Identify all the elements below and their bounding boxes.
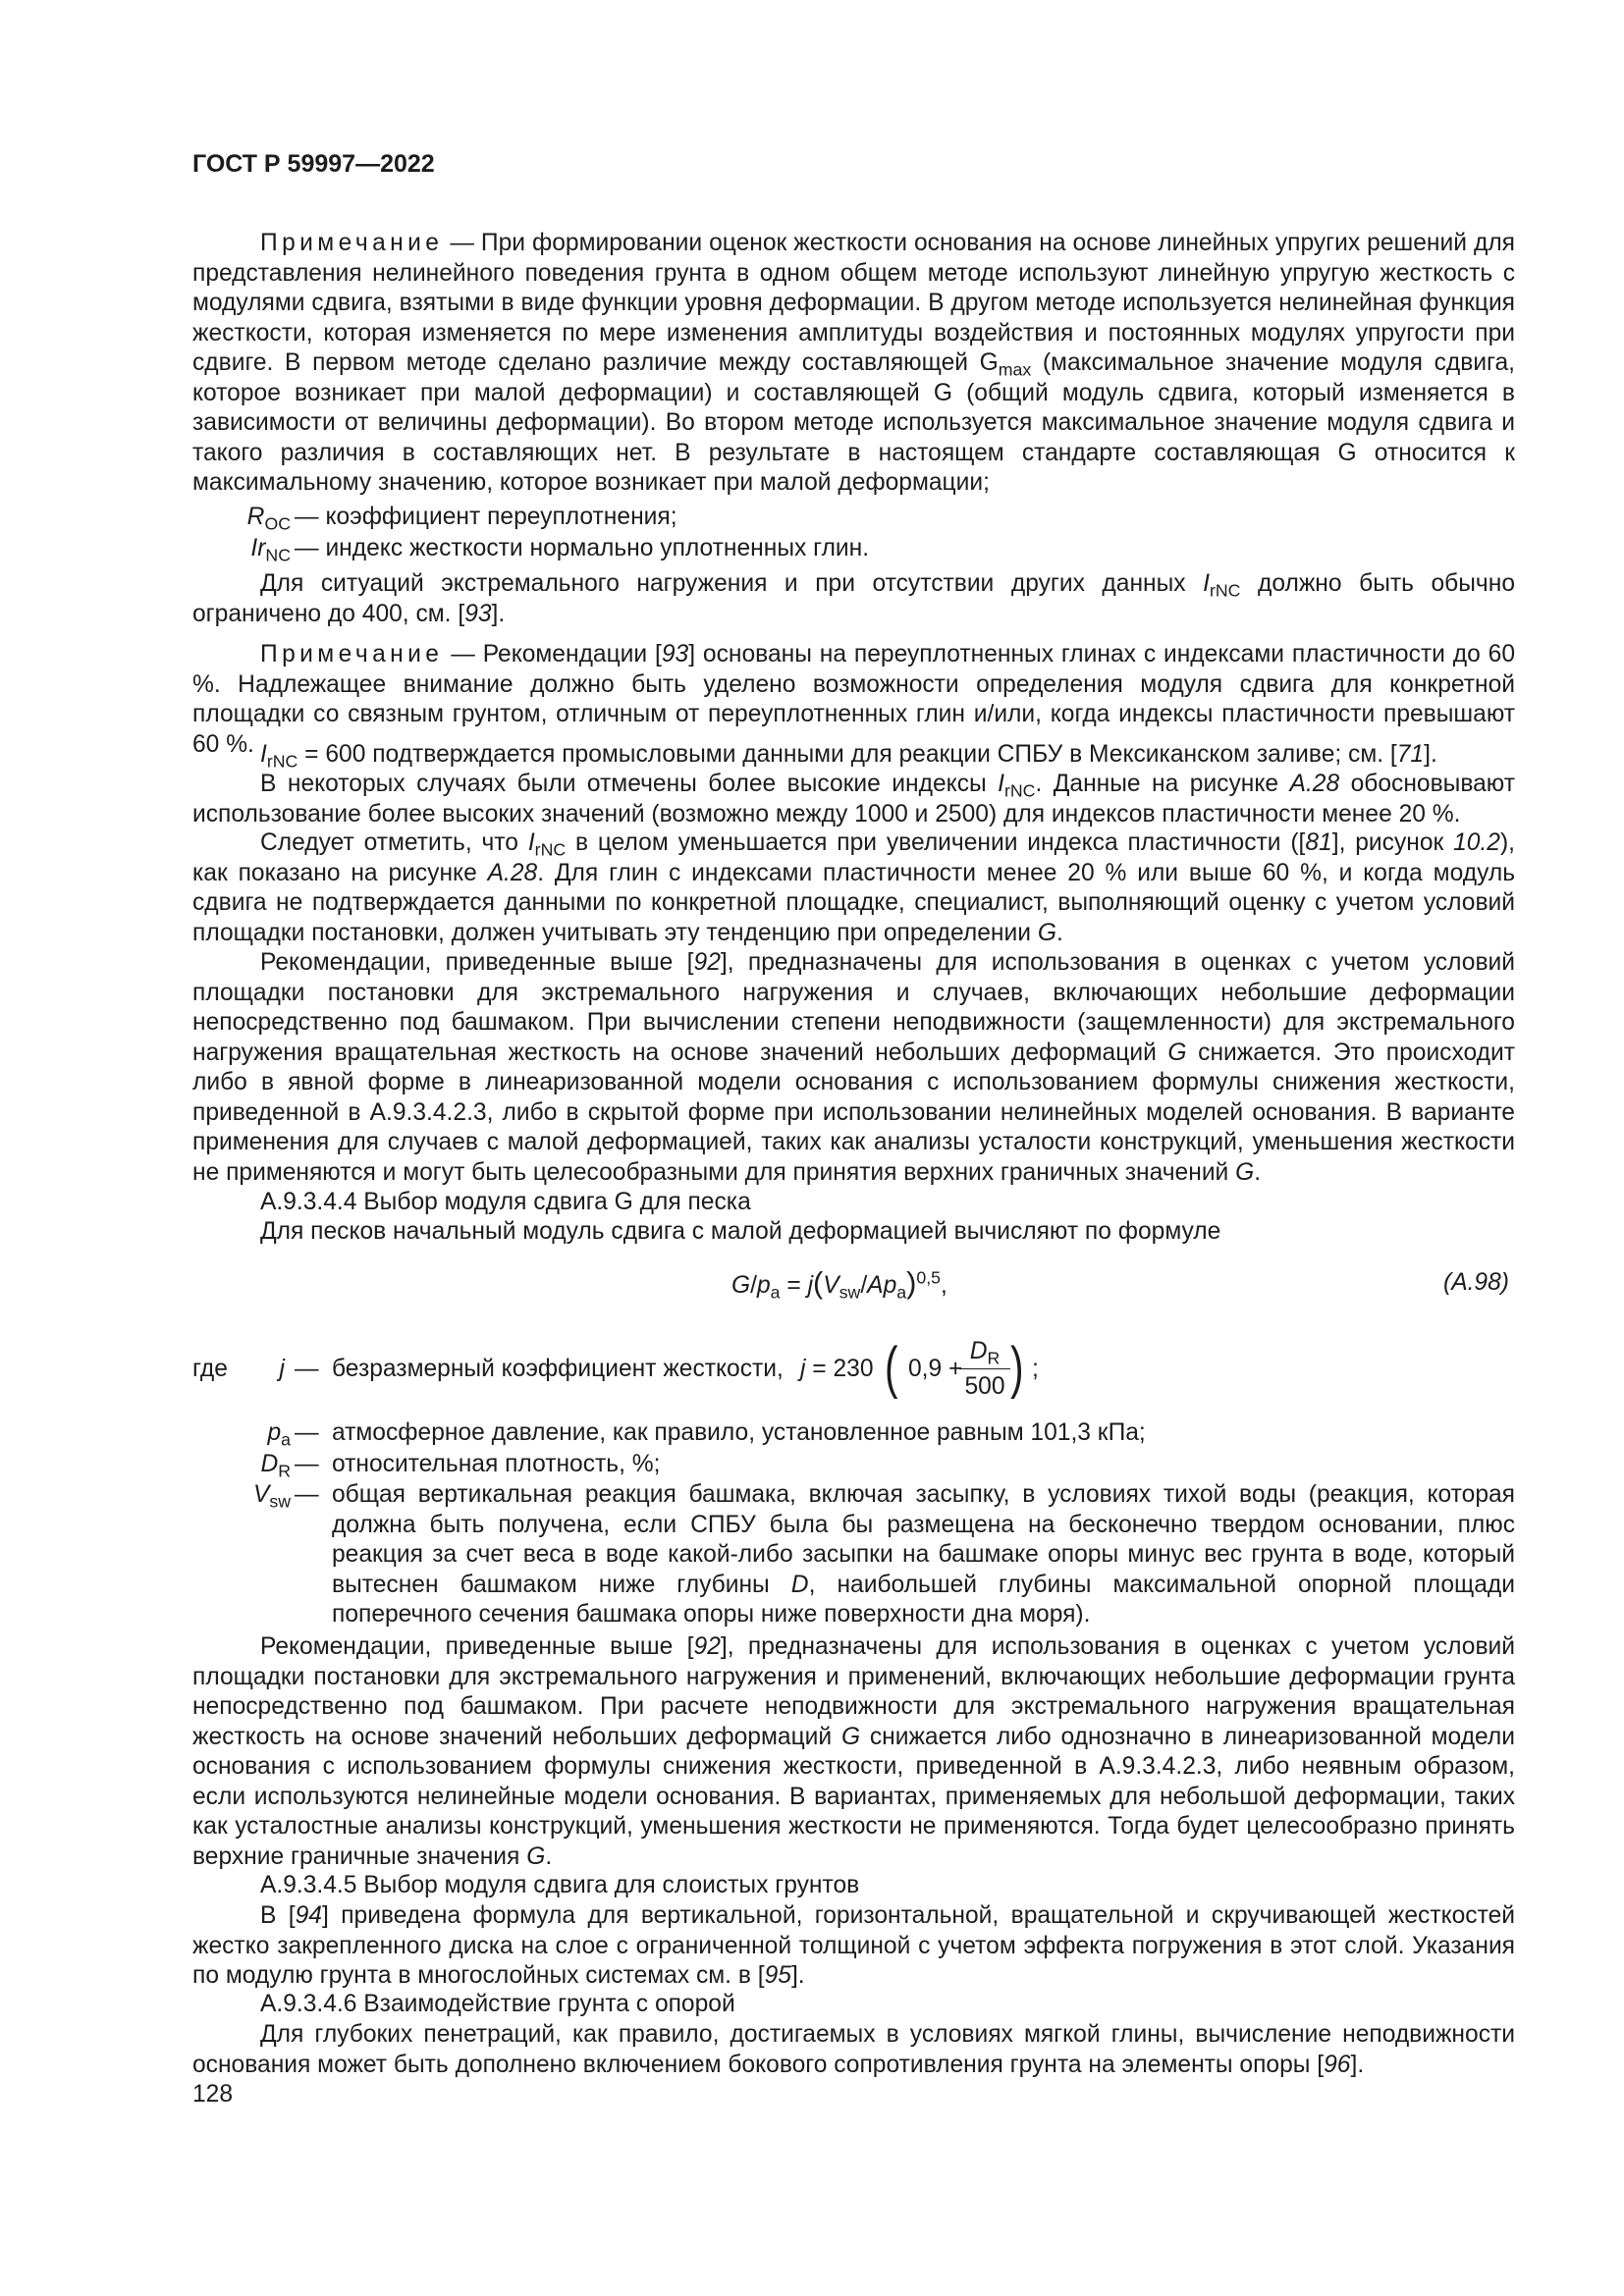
paragraph-layered-soils: В [94] приведена формула для вертикальной, горизонтальной, вращательной и скручивающей жесткостей жестко закрепленного диска на слое с ограниченной толщиной с учетом эффекта погружения в этот слой. Указания по модулю грунта в многослойных системах см. в [95]. [192,1902,1515,1989]
formula-a98: $G/p_a = j(V_{sw}/Ap_a)^{0,5}$, [731,1265,947,1303]
paragraph-deep-penetration: Для глубоких пенетраций, как правило, достигаемых в условиях мягкой глины, вычисление неподвижности основания может быть дополнено включением бокового сопротивления грунта на элементы опоры [96]. [192,2021,1515,2078]
paragraph-recommendations-1: Рекомендации, приведенные выше [92], предназначены для использования в оценках с учетом условий площадки постановки для экстремального нагружения и случаев, включающих небольшие деформации непосредственно под башмаком. При вычислении степени неподвижности (защемленности) для экстремального нагружения вращательная жесткость на основе значений небольших деформаций G снижается. Это происходит либо в явной форме в линеаризованной модели основания с использованием формулы снижения жесткости, приведенной в А.9.3.4.2.3, либо в скрытой форме при использовании нелинейных моделей основания. В варианте применения для случаев с малой деформацией, таких как анализы усталости конструкций, уменьшения жесткости не применяются и могут быть целесообразными для принятия верхних граничных значений G. [192,949,1515,1186]
paragraph-extreme-load: Для ситуаций экстремального нагружения и при отсутствии других данных $I_{rNC}$ должно быть обычно ограничено до 400, см. [93]. [192,570,1516,627]
reference-link[interactable]: 92 [693,949,721,976]
reference-link[interactable]: 71 [1396,741,1425,768]
paragraph-higher-indexes: В некоторых случаях были отмечены более высокие индексы $I_{rNC}$. Данные на рисунке A.28 обосновывают использование более высоких значений (возможно между 1000 и 2500) для индексов пластичности менее 20 %. [192,771,1515,828]
figure-link[interactable]: A.28 [1289,771,1340,797]
note-label: Примечание [260,641,444,667]
reference-link[interactable]: 96 [1324,2051,1351,2078]
note-paragraph-1: Примечание — При формировании оценок жесткости основания на основе линейных упругих решений для представления нелинейного поведения грунта в одном общем методе используют линейную упругую жесткость с модулями сдвига, взятыми в виде функции уровня деформации. В другом методе используется нелинейная функция жесткости, которая изменяется по мере изменения амплитуды воздействия и постоянных модулях упругости при сдвиге. В первом методе сделано различие между составляющей $G_{max}$ (максимальное значение модуля сдвига, которое возникает при малой деформации) и составляющей G (общий модуль сдвига, который изменяется в зависимости от величины деформации). Во втором методе используется максимальное значение модуля сдвига и такого различия в составляющих нет. В результате в настоящем стандарте составляющая G относится к максимальному значению, которое возникает при малой деформации; [192,230,1515,496]
note-paragraph-2: Примечание — Рекомендации [93] основаны на переуплотненных глинах с индексами пластичности до 60 %. Надлежащее внимание должно быть уделено возможности определения модуля сдвига для конкретной площадки со связным грунтом, отличным от переуплотненных глин и/или, когда индексы пластичности превышают 60 %. [192,641,1515,758]
section-heading-a9345: А.9.3.4.5 Выбор модуля сдвига для слоистых грунтов [260,1872,860,1898]
section-heading-a9346: А.9.3.4.6 Взаимодействие грунта с опорой [260,1991,735,2017]
paragraph-formula-intro: Для песков начальный модуль сдвига с малой деформацией вычисляют по формуле [260,1218,1221,1245]
figure-link[interactable]: 10.2 [1453,829,1500,856]
reference-link[interactable]: 93 [661,641,689,667]
figure-link[interactable]: A.28 [487,859,538,886]
reference-link[interactable]: 93 [464,600,492,627]
equation-number: (А.98) [1443,1269,1509,1296]
paragraph-600: $I_{rNC} = 600$ подтверждается промысловыми данными для реакции СПБУ в Мексиканском заливе; см. [71]. [260,741,1437,772]
section-heading-a9344: А.9.3.4.4 Выбор модуля сдвига G для песка [260,1189,751,1215]
page-number: 128 [192,2081,234,2108]
paragraph-recommendations-2: Рекомендации, приведенные выше [92], предназначены для использования в оценках с учетом условий площадки постановки для экстремального нагружения и применений, включающих небольшие деформации грунта непосредственно под башмаком. При расчете неподвижности для экстремального нагружения вращательная жесткость на основе значений небольших деформаций G снижается либо однозначно в линеаризованной модели основания с использованием формулы снижения жесткости, приведенной в А.9.3.4.2.3, либо неявным образом, если используются нелинейные модели основания. В вариантах, применяемых для небольшой деформации, таких как усталостные анализы конструкций, уменьшения жесткости не применяются. Тогда будет целесообразно принять верхние граничные значения G. [192,1633,1515,1870]
reference-link[interactable]: 92 [693,1633,721,1660]
reference-link[interactable]: 94 [295,1902,322,1929]
reference-link[interactable]: 81 [1305,829,1332,856]
reference-link[interactable]: 95 [764,1962,791,1989]
where-label: где [192,1356,228,1382]
document-header: ГОСТ Р 59997—2022 [192,150,435,178]
paragraph-decrease: Следует отметить, что $I_{rNC}$ в целом уменьшается при увеличении индекса пластичности ([81], рисунок 10.2), как показано на рисунке A.28. Для глин с индексами пластичности менее 20 % или выше 60 %, и когда модуль сдвига не подтверждается данными по конкретной площадке, специалист, выполняющий оценку с учетом условий площадки постановки, должен учитывать эту тенденцию при определении G. [192,829,1516,946]
note-label: Примечание [260,230,444,256]
document-page: ГОСТ Р 59997—2022 Примечание — При формировании оценок жесткости основания на основе линейных упругих решений для представления нелинейного поведения грунта в одном общем методе используют линейную упругую жесткость с модулями сдвига, взятыми в виде функции уровня деформации. В другом методе используется нелинейная функция жесткости, которая изменяется по мере изменения амплитуды воздействия и постоянных модулях упругости при сдвиге. В первом методе сделано различие между составляющей $G_{max}$ (максимальное значение модуля сдвига, которое возникает при малой деформации) и составляющей G (общий модуль сдвига, который изменяется в зависимости от величины деформации). Во втором методе используется максимальное значение модуля сдвига и такого различия в составляющих нет. В результате в настоящем стандарте составляющая G относится к максимальному значению, которое возникает при малой деформации; $R_{OC}$ — коэффициент переуплотнения; $Ir_{NC}$ — индекс жесткости нормально уплотненных глин. Для ситуаций экстремального нагружения и при отсутствии других данных $I_{rNC}$ должно быть обычно ограничено до 400, см. [93]. Примечание — Рекомендации [93] основаны на переуплотненных глинах с индексами пластичности до 60 %. Надлежащее внимание должно быть уделено возможности определения модуля сдвига для конкретной площадки со связным грунтом, отличным от переуплотненных глин и/или, когда индексы пластичности превышают 60 %. $I_{rNC} = 600$ подтверждается промысловыми данными для реакции СПБУ в Мексиканском заливе; см. [71]. В некоторых случаях были отмечены более высокие индексы $I_{rNC}$. Данные на рисунке A.28 обосновывают использование более высоких значений (возможно между 1000 и 2500) для индексов пластичности менее 20 %. Следует отметить, что $I_{rNC}$ в целом уменьшается при увеличении индекса пластичности ([81], рисунок 10.2), как показано на рисунке A.28. Для глин с индексами пластичности менее 20 % или выше 60 %, и когда модуль сдвига не подтверждается данными по конкретной площадке, специалист, выполняющий оценку с учетом условий площадки постановки, должен учитывать эту тенденцию при определении G. Рекомендации, приведенные выше [92], предназначены для использования в оценках с учетом условий площадки постановки для экстремального нагружения и случаев, включающих небольшие деформации непосредственно под башмаком. При вычислении степени неподвижности (защемленности) для экстремального нагружения вращательная жесткость на основе значений небольших деформаций G снижается. Это происходит либо в явной форме в линеаризованной модели основания с использованием формулы снижения жесткости, приведенной в А.9.3.4.2.3, либо в скрытой форме при использовании нелинейных моделей основания. В варианте применения для случаев с малой деформацией, таких как анализы усталости конструкций, уменьшения жесткости не применяются и могут быть целесообразными для принятия верхних граничных значений G. А.9.3.4.4 Выбор модуля сдвига G для песка Для песков начальный модуль сдвига с малой деформацией вычисляют по формуле $G/p_a = j(V_{sw}/Ap_a)^{0,5}$, (А.98) где j — безразмерный коэффициент жесткости, j = 230 ( 0,9 + $D_R$ 500 ) ; $p_a$ — атмосферное давление, как правило, установленное равным 101,3 кПа; $D_R$ — относительная плотность, %; $V_{sw}$ — общая вертикальная реакция башмака, включая засыпку, в условиях тихой воды (реакция, которая должна быть получена, если СПБУ была бы размещена на бесконечно твердом основании, плюс реакция за счет веса в воде какой-либо засыпки на башмаке опоры минус вес грунта в воде, который вытеснен башмаком ниже глубины D, наибольшей глубины максимальной опорной площади поперечного сечения башмака опоры ниже поверхности дна моря). Рекомендации, приведенные выше [92], предназначены для использования в оценках с учетом условий площадки постановки для экстремального нагружения и применений, включающих небольшие деформации грунта непосредственно под башмаком. При расчете неподвижности для экстремального нагружения вращательная жесткость на основе значений небольших деформаций G снижается либо однозначно в линеаризованной модели основания с использованием формулы снижения жесткости, приведенной в А.9.3.4.2.3, либо неявным образом, если используются нелинейные модели основания. В вариантах, применяемых для небольшой деформации, таких как усталостные анализы конструкций, уменьшения жесткости не применяются. Тогда будет целесообразно принять верхние граничные значения G. А.9.3.4.5 Выбор модуля сдвига для слоистых грунтов В [94] приведена формула для вертикальной, горизонтальной, вращательной и скручивающей жесткостей жестко закрепленного диска на слое с ограниченной толщиной с учетом эффекта погружения в этот слой. Указания по модулю грунта в многослойных системах см. в [95]. А.9.3.4.6 Взаимодействие грунта с опорой Для глубоких пенетраций, как правило, достигаемых в условиях мягкой глины, вычисление неподвижности основания может быть дополнено включением бокового сопротивления грунта на элементы опоры [96]. 128 [0,0,1624,2296]
